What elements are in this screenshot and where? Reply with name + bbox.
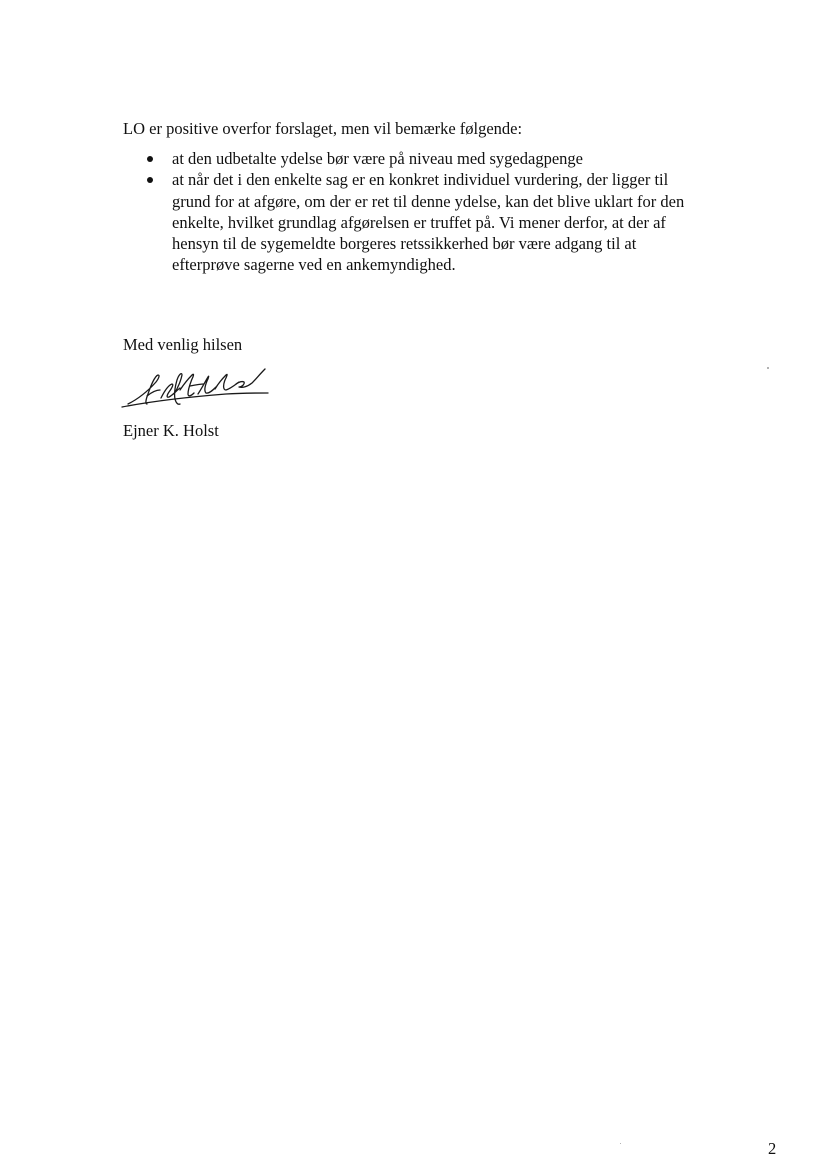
scan-speck	[767, 367, 769, 369]
bullet-line: at den udbetalte ydelse bør være på niveau med sygedagpenge	[172, 149, 583, 168]
handwritten-signature	[118, 366, 278, 414]
scan-speck	[620, 1143, 621, 1144]
bullet-line: efterprøve sagerne ved en ankemyndighed.	[172, 255, 456, 275]
page-number: 2	[768, 1139, 777, 1158]
bullet-list	[147, 148, 707, 276]
bullet-item	[147, 169, 707, 275]
intro-paragraph: LO er positive overfor forslaget, men vil bemærke følgende:	[123, 119, 523, 138]
bullet-line: grund for at afgøre, om der er ret til denne ydelse, kan det blive uklart for den	[172, 191, 685, 211]
closing-salutation: Med venlig hilsen	[123, 335, 243, 354]
bullet-line: at når det i den enkelte sag er en konkret individuel vurdering, der ligger til	[172, 170, 669, 190]
bullet-dot-icon	[147, 177, 153, 183]
signer-name: Ejner K. Holst	[123, 421, 219, 440]
bullet-item	[147, 148, 707, 169]
bullet-dot-icon	[147, 156, 153, 162]
bullet-line: enkelte, hvilket grundlag afgørelsen er truffet på. Vi mener derfor, at der af	[172, 212, 666, 232]
bullet-line: hensyn til de sygemeldte borgeres retssikkerhed bør være adgang til at	[172, 234, 637, 254]
